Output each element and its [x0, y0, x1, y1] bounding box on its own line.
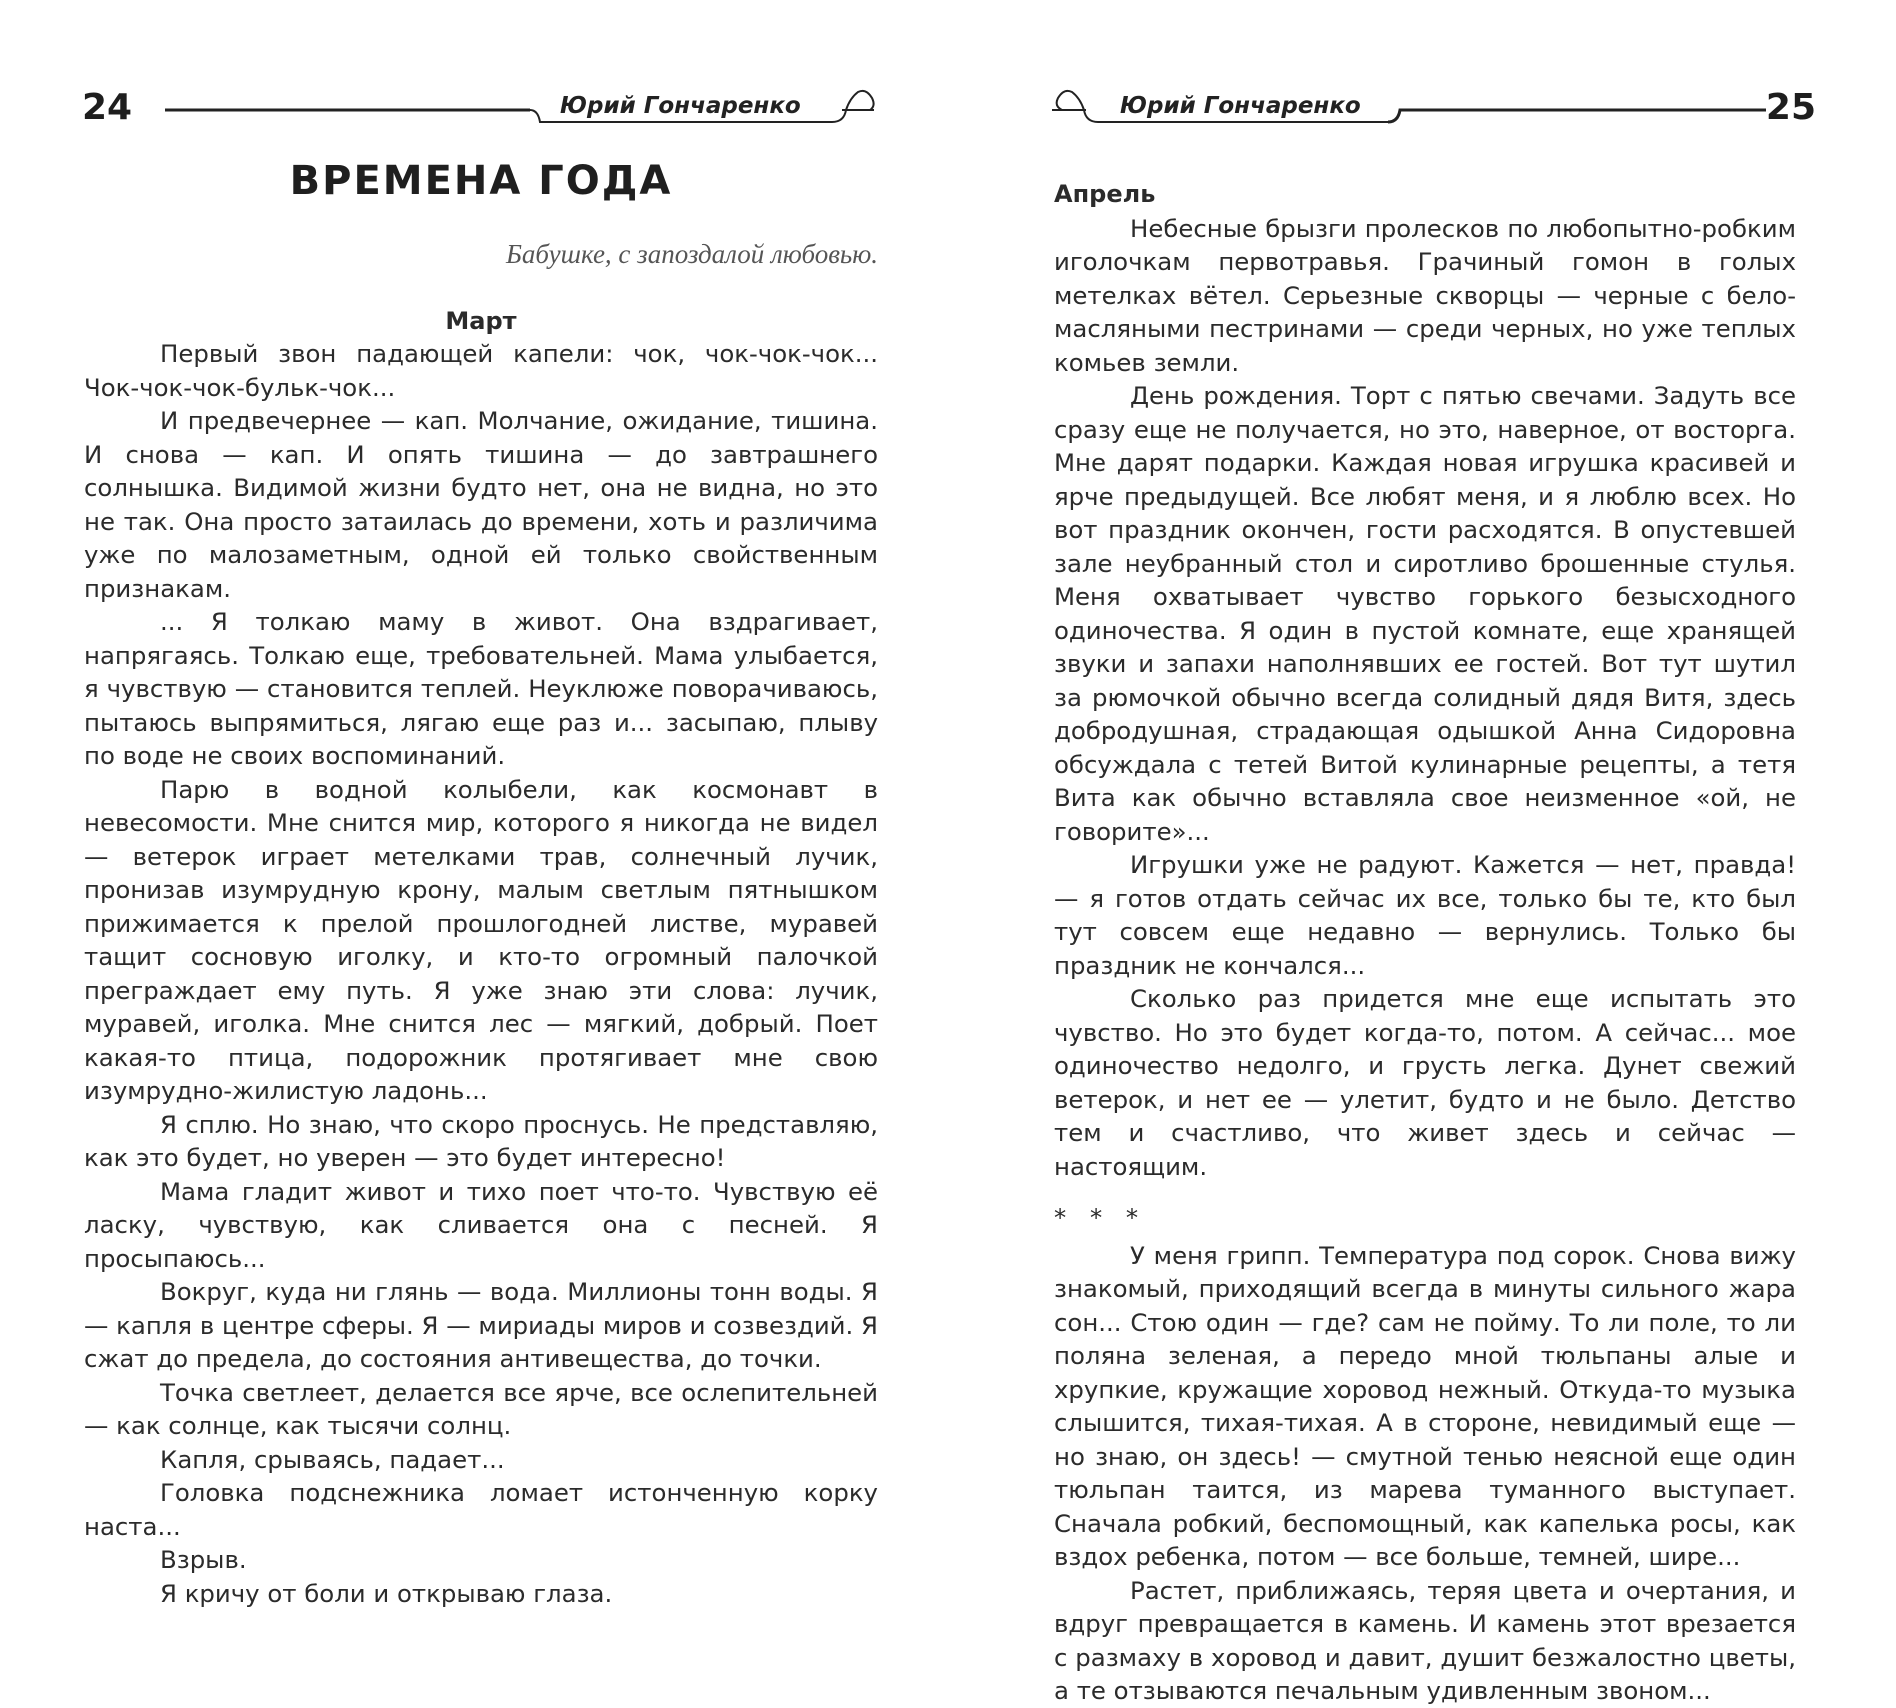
header-rule [948, 78, 1896, 138]
paragraph: У меня грипп. Температура под сорок. Снова вижу знакомый, приходящий всегда в минуты сильного жара сон... Стою один — где? сам не пойму. То ли поле, то ли поляна зеленая, а передо мной тюльпаны алые и хрупкие, кружащие хоровод нежный. Откуда-то музыка слышится, тихая-тихая. А в стороне, невидимый еще — но знаю, он здесь! — смутной тенью неясной еще один тюльпан таится, из марева туманного выступает. Сначала робкий, беспомощный, как капелька росы, как вздох ребенка, потом — все больше, темней, шире... [1054, 1240, 1796, 1571]
page-number: 25 [1765, 87, 1816, 128]
running-head [948, 78, 1896, 148]
paragraph: Первый звон падающей капели: чок, чок-чок-чок... Чок-чок-чок-бульк-чок... [84, 339, 878, 402]
paragraph: Игрушки уже не радуют. Кажется — нет, правда! — я готов отдать сейчас их все, только бы те, кто был тут совсем еще недавно — вернулись. Только бы праздник не кончался... [1054, 850, 1796, 980]
page-number: 24 [82, 87, 133, 128]
paragraph: И предвечернее — кап. Молчание, ожидание, тишина. И снова — кап. И опять тишина — до завтрашнего солнышка. Видимой жизни будто нет, она не видна, но это не так. Она просто затаилась до времени, хоть и различима уже по малозаметным, одной ей только свойственным признакам. [84, 406, 878, 603]
paragraph: Точка светлеет, делается все ярче, все ослепительней — как солнце, как тысячи солнц. [84, 1377, 878, 1440]
paragraph: ... Я толкаю маму в живот. Она вздрагивает, напрягаясь. Толкаю еще, требовательней. Мама улыбается, я чувствую — становится теплей. Неуклюже поворачиваюсь, пытаюсь выпрямиться, лягаю еще раз и... засыпаю, плыву по воде не своих воспоминаний. [84, 607, 878, 770]
paragraph: Парю в водной колыбели, как космонавт в невесомости. Мне снится мир, которого я никогда не видел — ветерок играет метелками трав, солнечный лучик, пронизав изумрудную крону, малым светлым пятнышком прижимается к прелой прошлогодней листве, муравей тащит сосновую иголку, и кто-то огромный палочкой преграждает ему путь. Я уже знаю эти слова: лучик, муравей, иголка. Мне снится лес — мягкий, добрый. Поет какая-то птица, подорожник протягивает мне свою изумрудно-жилистую ладонь... [84, 774, 878, 1105]
paragraph: Мама гладит живот и тихо поет что-то. Чувствую её ласку, чувствую, как сливается она с песней. Я просыпаюсь... [84, 1176, 878, 1273]
running-head [0, 78, 948, 148]
paragraph: Взрыв. [160, 1545, 247, 1574]
paragraph: День рождения. Торт с пятью свечами. Задуть все сразу еще не получается, но это, наверное, от восторга. Мне дарят подарки. Каждая новая игрушка красивей и ярче предыдущей. Все любят меня, и я люблю всех. Но вот праздник окончен, гости расходятся. В опустевшей зале неубранный стол и сиротливо брошенные стулья. Меня охватывает чувство горького безысходного одиночества. Я один в пустой комнате, еще хранящей звуки и запахи наполнявших ее гостей. Вот тут шутил за рюмочкой обычно всегда солидный дядя Витя, здесь добродушная, страдающая одышкой Анна Сидоровна обсуждала с тетей Витой кулинарные рецепты, а тетя Вита как обычно вставляла свое неизменное «ой, не говорите»... [1054, 381, 1796, 846]
body-text [1054, 178, 1796, 1708]
paragraph: Вокруг, куда ни глянь — вода. Миллионы тонн воды. Я — капля в центре сферы. Я — мириады миров и созвездий. Я сжат до предела, до состояния антивещества, до точки. [84, 1277, 878, 1373]
paragraph: Небесные брызги пролесков по любопытно-робким иголочкам первотравья. Грачиный гомон в голых метелках вётел. Серьезные скворцы — черные с бело-масляными пестринами — среди черных, но уже теплых комьев земли. [1054, 213, 1796, 377]
section-title-march: Март [445, 307, 517, 335]
paragraph: Капля, срываясь, падает... [160, 1444, 505, 1474]
author-name: Юрий Гончаренко [560, 93, 801, 119]
body-text [84, 337, 878, 1610]
dedication: Бабушке, с запоздалой любовью. [505, 239, 878, 269]
paragraph: Я сплю. Но знаю, что скоро проснусь. Не представляю, как это будет, но уверен — это будет интересно! [84, 1109, 878, 1172]
left-page [0, 0, 948, 1608]
right-page [948, 0, 1896, 1705]
paragraph: Растет, приближаясь, теряя цвета и очертания, и вдруг превращается в камень. И камень этот врезается с размаху в хоровод и давит, душит безжалостно цветы, а те отзываются печальным удивленным звоном... [1054, 1575, 1796, 1705]
section-separator: * * * [1054, 1203, 1147, 1232]
paragraph: Сколько раз придется мне еще испытать это чувство. Но это будет когда-то, потом. А сейчас... мое одиночество недолго, и грусть легка. Дунет свежий ветерок, и нет ее — улетит, будто и не было. Детство тем и счастливо, что живет здесь и сейчас — настоящим. [1054, 984, 1796, 1181]
paragraph: Головка подснежника ломает истонченную корку наста... [84, 1478, 878, 1541]
paragraph: Я кричу от боли и открываю глаза. [160, 1578, 613, 1608]
header-rule [0, 78, 948, 138]
chapter-title: ВРЕМЕНА ГОДА [289, 158, 673, 204]
section-title-april: Апрель [1054, 180, 1156, 208]
author-name: Юрий Гончаренко [1120, 93, 1361, 119]
